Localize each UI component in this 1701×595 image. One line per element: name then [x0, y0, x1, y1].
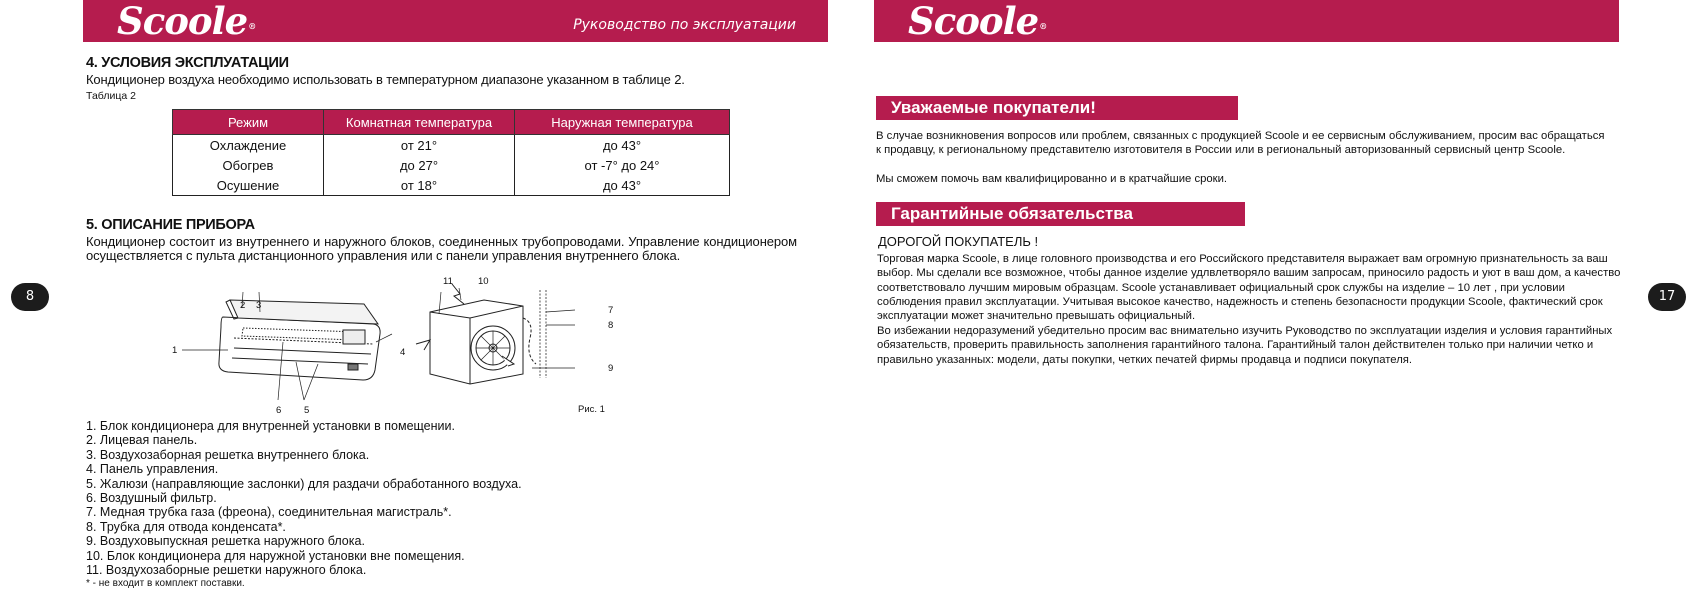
- figure-label: 5: [304, 405, 310, 416]
- table-cell: до 43°: [515, 135, 730, 156]
- table-cell: от 18°: [324, 175, 515, 196]
- warranty-text: Торговая марка Scoole, в лице головного производства и его Российского представителя выражает вам огромную признательность за ваш выбор. Мы сделали все возможное, чтобы данное изделие удлвлетворяло вашим запросам, приносило радость и уют в ваш дом, а качество соответствовало лучшим мировым образцам. Scoole устанавливает официальный срок службы на изделие – 10 лет , при условии соблюдения правил эксплуатации. Учитывая высокое качество, надежность и степень безопасности продукции Scoole, фактический срок эксплуатации может значительно превышать официальный.: [877, 253, 1621, 323]
- table-header-row: [173, 110, 730, 135]
- legend-item: 6. Воздушный фильтр.: [86, 491, 217, 506]
- legend-item: 7. Медная трубка газа (фреона), соединительная магистраль*.: [86, 505, 452, 520]
- table-cell: Охлаждение: [173, 135, 324, 156]
- figure-label: 2: [240, 300, 246, 311]
- figure-label: 3: [256, 300, 262, 311]
- legend-item: 9. Воздуховыпускная решетка наружного блока.: [86, 534, 365, 549]
- table-cell: Осушение: [173, 175, 324, 196]
- warranty-text-2: Во избежании недоразумений убедительно просим вас внимательно изучить Руководство по эксплуатации изделия и условия гарантийных обязательств, проверить правильность заполнения гарантийного талона. Гарантийный талон действителен только при наличии четко и правильно указанных: модели, даты покупки, четких печатей фирмы продавца и подписи покупателя.: [877, 325, 1613, 366]
- figure-label: 1: [172, 345, 178, 356]
- figure-caption: Рис. 1: [578, 404, 605, 415]
- right-brand-logo: Scoole®: [908, 0, 1047, 43]
- legend-item: 2. Лицевая панель.: [86, 433, 198, 448]
- figure-label: 10: [478, 276, 489, 287]
- customers-text: В случае возникновения вопросов или проблем, связанных с продукцией Scoole и ее сервисным обслуживанием, просим вас обращаться к продавцу, к региональному представителю изготовителя в России или в региональный авторизованный сервисный центр Scoole.: [876, 130, 1605, 157]
- components-legend: [86, 419, 522, 592]
- legend-item: 10. Блок кондиционера для наружной установки вне помещения.: [86, 548, 465, 563]
- legend-item: 1. Блок кондиционера для внутренней установки в помещении.: [86, 419, 455, 433]
- legend-item: 11. Воздухозаборные решетки наружного блока.: [86, 563, 367, 578]
- figure-label: 8: [608, 320, 614, 331]
- left-header-subtitle: Руководство по эксплуатации: [573, 17, 796, 33]
- table-row: [173, 135, 730, 156]
- customers-title-band: Уважаемые покупатели!: [876, 96, 1238, 120]
- air-conditioner-diagram: [168, 272, 618, 418]
- table-row: [173, 155, 730, 175]
- section5-text: Кондиционер состоит из внутреннего и наружного блоков, соединенных трубопроводами. Управление кондиционером осуществляется с пульта дистанционного управления или с панели управления внутреннего блока.: [86, 234, 797, 263]
- section4-title: 4. УСЛОВИЯ ЭКСПЛУАТАЦИИ: [86, 55, 289, 71]
- legend-item: 8. Трубка для отвода конденсата*.: [86, 519, 286, 534]
- table-cell: до 27°: [324, 155, 515, 175]
- section4-text: Кондиционер воздуха необходимо использовать в температурном диапазоне указанном в таблице 2.: [86, 72, 685, 87]
- table-header-cell: Наружная температура: [515, 110, 730, 135]
- table-row: [173, 175, 730, 196]
- legend-item: 3. Воздухозаборная решетка внутреннего блока.: [86, 447, 370, 462]
- section5-title: 5. ОПИСАНИЕ ПРИБОРА: [86, 217, 255, 233]
- outdoor-unit-drawing: [416, 284, 546, 384]
- right-page-number: 17: [1648, 283, 1686, 311]
- legend-item: 5. Жалюзи (направляющие заслонки) для раздачи обработанного воздуха.: [86, 476, 522, 491]
- table-header-cell: Комнатная температура: [324, 110, 515, 135]
- table-header-cell: Режим: [173, 110, 324, 135]
- figure-label: 7: [608, 305, 614, 316]
- table-cell: от -7° до 24°: [515, 155, 730, 175]
- left-brand-logo: Scoole®: [117, 0, 256, 43]
- temperature-table: [172, 109, 730, 196]
- figure-label: 9: [608, 363, 614, 374]
- figure-label: 11: [443, 276, 453, 287]
- table-cell: Обогрев: [173, 155, 324, 175]
- indoor-unit-drawing: [219, 300, 380, 380]
- table-cell: до 43°: [515, 175, 730, 196]
- customers-text-2: Мы сможем помочь вам квалифицированно и в кратчайшие сроки.: [876, 173, 1228, 185]
- figure-label: 4: [400, 347, 406, 358]
- table-cell: от 21°: [324, 135, 515, 156]
- warranty-title-band: Гарантийные обязательства: [876, 202, 1245, 226]
- legend-item: 4. Панель управления.: [86, 462, 219, 477]
- left-page-number: 8: [11, 283, 49, 311]
- right-header-bar: [874, 0, 1619, 42]
- table-caption: Таблица 2: [86, 90, 136, 102]
- warranty-greeting: ДОРОГОЙ ПОКУПАТЕЛЬ !: [878, 234, 1039, 249]
- legend-footnote: * - не входит в комплект поставки.: [86, 578, 245, 590]
- left-header-bar: [83, 0, 828, 42]
- figure-label: 6: [276, 405, 282, 416]
